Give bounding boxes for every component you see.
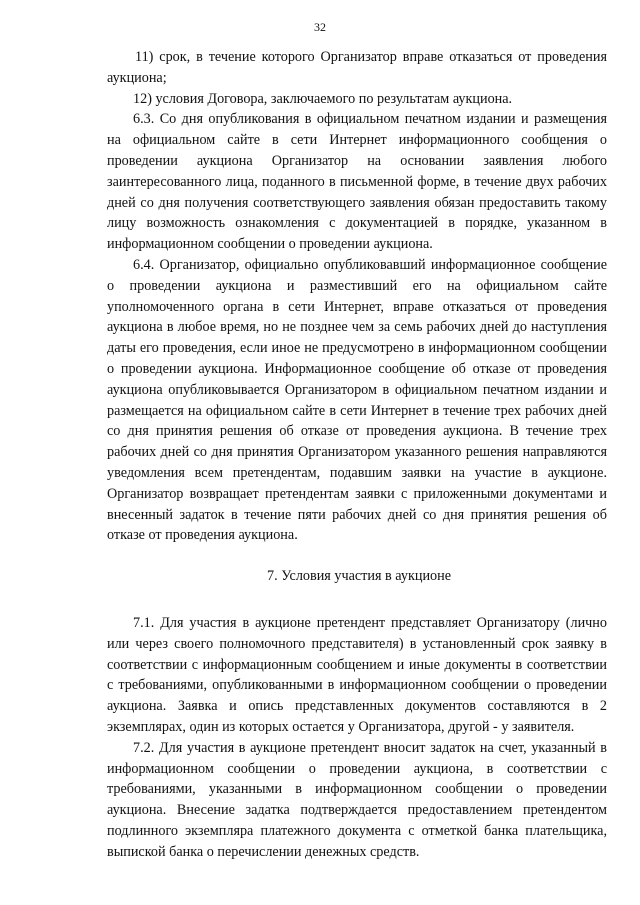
paragraph-7-1: 7.1. Для участия в аукционе претендент представляет Организатору (лично или через своего полномочного представителя) в установленный срок заявку в соответствии с информационным сообщением и иные документы в соответствии с требованиями, опубликованными в информационном сообщении о проведении аукциона. Заявка и опись представленных документов составляются в 2 экземплярах, один из которых остается у Организатора, другой - у заявителя. xyxy=(107,614,607,735)
paragraph-7-2: 7.2. Для участия в аукционе претендент вносит задаток на счет, указанный в информационном сообщении о проведении аукциона, в соответствии с требованиями, указанными в информационном сообщении о проведении аукциона. Внесение задатка подтверждается предоставлением претендентом подлинного экземпляра платежного документа с отметкой банка плательщика, выпиской банка о перечислении денежных средств. xyxy=(107,739,607,860)
paragraph-6-3: 6.3. Со дня опубликования в официальном печатном издании и размещения на официальном сайте в сети Интернет информационного сообщения о проведении аукциона Организатор на основании заявления любого заинтересованного лица, поданного в письменной форме, в течение двух рабочих дней со дня получения соответствующего заявления обязан предоставить такому лицу возможность ознакомления с документацией в порядке, указанном в информационном сообщении о проведении аукциона. xyxy=(107,111,607,253)
paragraph-item-12: 12) условия Договора, заключаемого по результатам аукциона. xyxy=(133,90,513,107)
paragraph-6-4: 6.4. Организатор, официально опубликовавший информационное сообщение о проведении аукциона и разместивший его на официальном сайте уполномоченного органа в сети Интернет, вправе отказаться от проведения аукциона в любое время, но не позднее чем за семь рабочих дней до наступления даты его проведения, если иное не предусмотрено в информационном сообщении о проведении аукциона. Информационное сообщение об отказе от проведения аукциона опубликовывается Организатором в официальном печатном издании и размещается на официальном сайте в сети Интернет в течение трех рабочих дней со дня принятия решения об отказе от проведения аукциона. В течение трех рабочих дней со дня принятия Организатором указанного решения направляются уведомления всем претендентам, подавшим заявки на участие в аукционе. Организатор возвращает претендентам заявки с приложенными документами и внесенный задаток в течение пяти рабочих дней со дня принятия решения об отказе от проведения аукциона. xyxy=(107,256,607,544)
section-heading: 7. Условия участия в аукционе xyxy=(267,568,452,585)
page-number: 32 xyxy=(314,20,326,34)
document-body xyxy=(107,47,607,862)
paragraph-item-11: 11) срок, в течение которого Организатор вправе отказаться от проведения аукциона; xyxy=(107,49,607,86)
